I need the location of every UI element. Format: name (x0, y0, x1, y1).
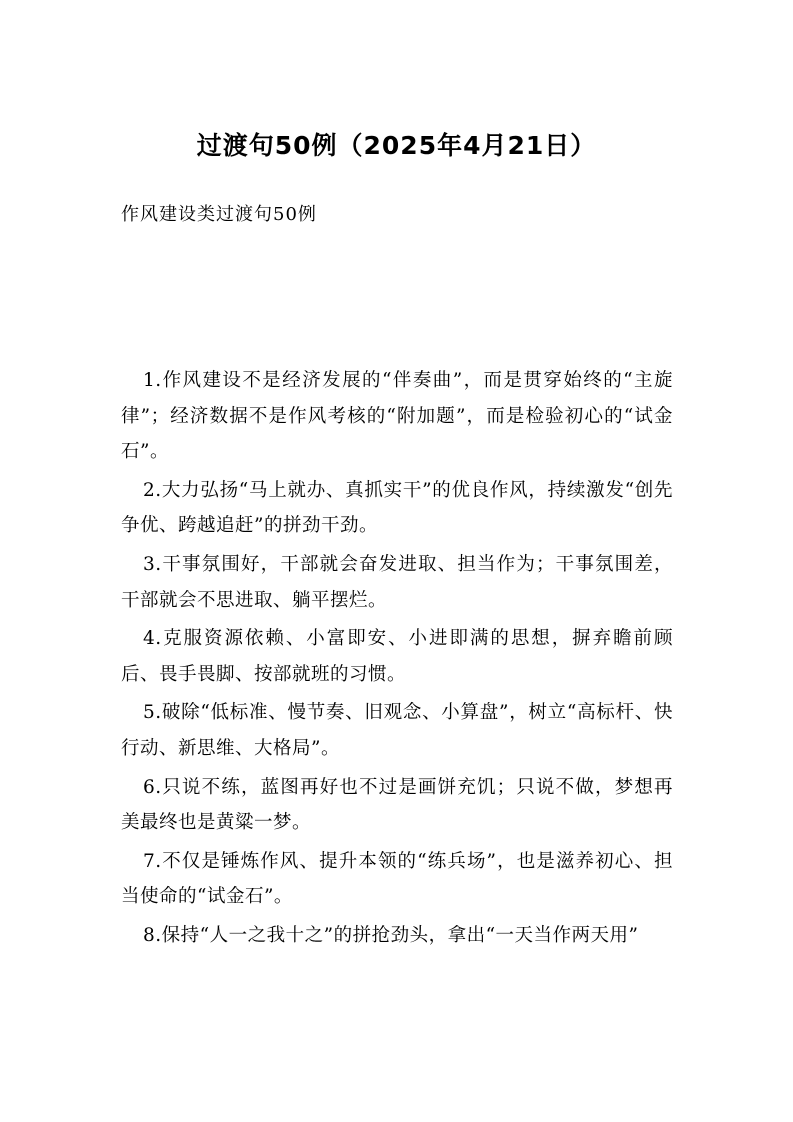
list-item: 7.不仅是锤炼作风、提升本领的“练兵场”，也是滋养初心、担当使命的“试金石”。 (121, 850, 673, 908)
item-list (121, 363, 673, 957)
list-item: 4.克服资源依赖、小富即安、小进即满的思想，摒弃瞻前顾后、畏手畏脚、按部就班的习惯。 (121, 628, 673, 685)
document-title: 过渡句50例（2025年4月21日） (196, 131, 597, 160)
list-item: 3.干事氛围好，干部就会奋发进取、担当作为；干事氛围差，干部就会不思进取、躺平摆烂。 (121, 553, 673, 611)
list-item: 8.保持“人一之我十之”的拼抢劲头，拿出“一天当作两天用” (143, 924, 639, 946)
list-item: 6.只说不练，蓝图再好也不过是画饼充饥；只说不做，梦想再美最终也是黄粱一梦。 (121, 776, 673, 834)
list-item: 1.作风建设不是经济发展的“伴奏曲”，而是贯穿始终的“主旋律”；经济数据不是作风考核的“附加题”，而是检验初心的“试金石”。 (121, 370, 673, 463)
list-item: 5.破除“低标准、慢节奏、旧观念、小算盘”，树立“高标杆、快行动、新思维、大格局”。 (121, 702, 673, 759)
list-item: 2.大力弘扬“马上就办、真抓实干”的优良作风，持续激发“创先争优、跨越追赶”的拼劲干劲。 (121, 479, 673, 537)
document-subtitle: 作风建设类过渡句50例 (121, 204, 317, 225)
